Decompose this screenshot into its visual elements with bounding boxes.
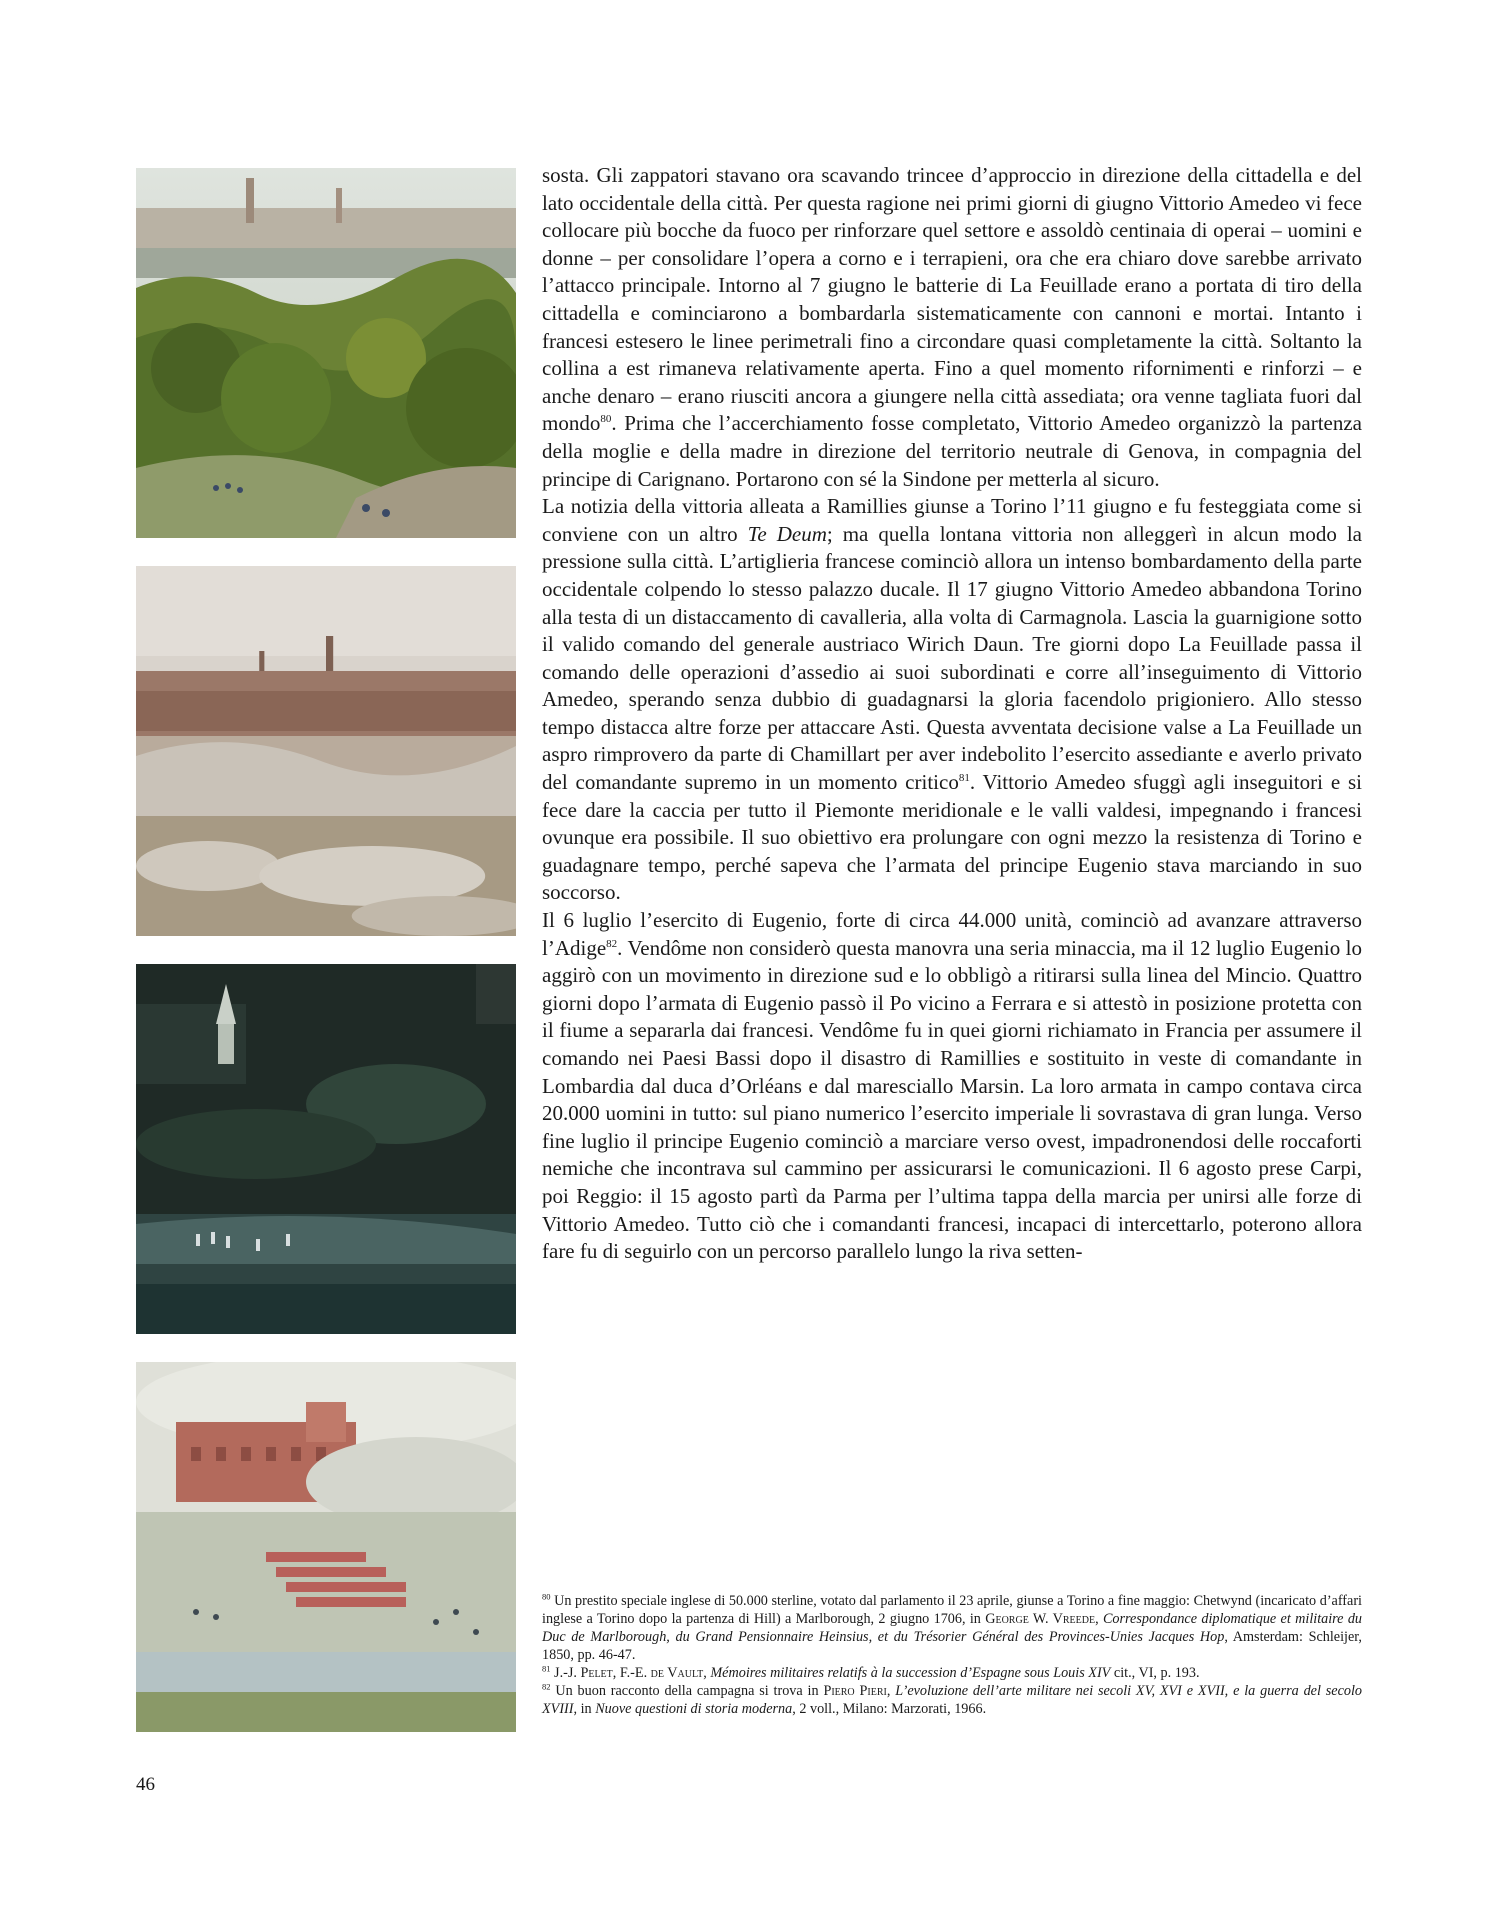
footnote-text: Un buon racconto della campagna si trova in	[550, 1683, 824, 1699]
footnote-number: 80	[542, 1591, 551, 1602]
footnote-title: Mémoires militaires relatifs à la succession d’Espagne sous Louis XIV	[710, 1665, 1111, 1681]
text-span: . Vittorio Amedeo sfuggì agli inseguitori e si fece dare la caccia per tutto il Piemonte meridionale e le valli valdesi, impegnando i francesi ovunque era possibile. Il suo obiettivo era prolungare con ogni mezzo la resistenza di Torino e guadagnare tempo, perché sapeva che l’armata del principe Eugenio stava marciando in suo soccorso.	[542, 770, 1362, 905]
footnote-ref-80[interactable]: 80	[600, 413, 612, 426]
footnote-ref-82[interactable]: 82	[606, 937, 618, 950]
paragraph	[542, 162, 1362, 493]
footnote-80	[542, 1592, 1362, 1664]
footnote-text: , 2 voll., Milano: Marzorati, 1966.	[792, 1701, 987, 1717]
italic-text: Te Deum	[747, 521, 827, 546]
page-number: 46	[136, 1774, 155, 1795]
footnote-number: 81	[542, 1663, 551, 1674]
footnote-series: Nuove questioni di storia moderna	[595, 1701, 793, 1717]
footnotes	[542, 1592, 1362, 1718]
footnote-text: ,	[886, 1683, 896, 1699]
footnote-text: cit., VI, p. 193.	[1110, 1665, 1200, 1681]
paragraph	[542, 493, 1362, 907]
footnote-text: , in	[573, 1701, 596, 1717]
footnote-text: , Amsterdam: Schleijer, 1850, pp. 46-47.	[542, 1629, 1362, 1663]
text-span: . Vendôme non considerò questa manovra una seria minaccia, ma il 12 luglio Eugenio lo aggirò con un movimento in direzione sud e lo obbligò a ritirarsi sulla linea del Mincio. Quattro giorni dopo l’armata di Eugenio passò il Po vicino a Ferrara e si attestò in posizione protetta con il fiume a separarla dai francesi. Vendôme fu in quei giorni richiamato in Francia per assumere il comando nei Paesi Bassi dopo il disastro di Ramillies e sostituito in veste di comandante in Lombardia dal duca d’Orléans e dal maresciallo Marsin. La loro armata in campo contava circa 20.000 uomini in tutto: sul piano numerico l’esercito imperiale li sovrastava di gran lunga. Verso fine luglio il principe Eugenio cominciò a marciare verso ovest, impadronendosi delle roccaforti nemiche che incontrava sul cammino per assicurarsi le comunicazioni. Il 6 agosto prese Carpi, poi Reggio: il 15 agosto partì da Parma per l’ultima tappa della marcia per unirsi alle forze di Vittorio Amedeo. Tutto ciò che i comandanti francesi, incapaci di intercettarlo, poterono allora fare fu di seguirlo con un percorso parallelo lungo la riva setten-	[542, 935, 1362, 1264]
painting-city-siege-smoke	[136, 566, 516, 936]
main-body-text	[542, 162, 1362, 1266]
paragraph	[542, 907, 1362, 1266]
text-span: ; ma quella lontana vittoria non alleggerì in alcun modo la pressione sulla città. L’artiglieria francese cominciò allora un intenso bombardamento della parte occidentale colpendo lo stesso palazzo ducale. Il 17 giugno Vittorio Amedeo abbandona Torino alla testa di un distaccamento di cavalleria, alla volta di Carmagnola. Lascia la guarnigione sotto il valido comando del generale austriaco Wirich Daun. Tre giorni dopo La Feuillade passa il comando delle operazioni d’assedio ai suoi subordinati e corre all’inseguimento di Vittorio Amedeo, sperando senza dubbio di guadagnarsi la gloria facendolo prigioniero. Allo stesso tempo distacca altre forze per attaccare Asti. Questa avventata decisione valse a La Feuillade un aspro rimprovero da parte di Chamillart per aver indebolito l’esercito assediante e averlo privato del comandante supremo in un momento critico	[542, 521, 1362, 795]
footnote-text: ,	[1095, 1611, 1103, 1627]
footnote-author: George W. Vreede	[985, 1611, 1096, 1627]
footnote-author: Piero Pieri	[823, 1683, 887, 1699]
footnote-number: 82	[542, 1681, 551, 1692]
footnote-82	[542, 1682, 1362, 1718]
footnote-ref-81[interactable]: 81	[958, 772, 970, 785]
painting-night-scene	[136, 964, 516, 1334]
painting-landscape-city-view	[136, 168, 516, 538]
footnote-author: J.-J. Pelet, F.-E. de Vault	[554, 1665, 704, 1681]
text-span: sosta. Gli zappatori stavano ora scavando trincee d’approccio in direzione della cittadella e del lato occidentale della città. Per questa ragione nei primi giorni di giugno Vittorio Amedeo vi fece collocare più bocche da fuoco per rinforzare quel settore e assoldò centinaia di operai – uomini e donne – per consolidare l’opera a corno e i terrapieni, ora che era chiaro dove sarebbe arrivato l’attacco principale. Intorno al 7 giugno le batterie di La Feuillade erano a portata di tiro della cittadella e cominciarono a bombardarla sistematicamente con cannoni e mortai. Intanto i francesi estesero le linee perimetrali fino a circondare quasi completamente la città. Soltanto la collina a est rimaneva relativamente aperta. Fino a quel momento rifornimenti e rinforzi – e anche denaro – erano riusciti ancora a giungere nella città assediata; ora venne tagliata fuori dal mondo	[542, 163, 1362, 436]
text-span: . Prima che l’accerchiamento fosse completato, Vittorio Amedeo organizzò la partenza della moglie e della madre in direzione del territorio neutrale di Genova, in compagnia del principe di Carignano. Portarono con sé la Sindone per metterla al sicuro.	[542, 411, 1362, 491]
footnote-title: L’evoluzione dell’arte militare nei secoli XV, XVI e XVII, e la guerra del secolo XVIII	[542, 1683, 1363, 1717]
text-span: Il 6 luglio l’esercito di Eugenio, forte di circa 44.000 unità, cominciò ad avanzare attraverso l’Adige	[542, 908, 1362, 960]
painting-battle-building	[136, 1362, 516, 1732]
footnote-text: ,	[703, 1665, 711, 1681]
footnote-text: Un prestito speciale inglese di 50.000 sterline, votato dal parlamento il 23 aprile, giunse a Torino a fine maggio: Chetwynd (incaricato d’affari inglese a Torino dopo la partenza di Hill) a Marlborough, 2 giugno 1706, in	[542, 1593, 1362, 1627]
footnote-title: Correspondance diplomatique et militaire du Duc de Marlborough, du Grand Pensionnaire Heinsius, et du Trésorier Général des Provinces-Unies Jacques Hop	[542, 1611, 1363, 1645]
footnote-81	[542, 1664, 1362, 1682]
text-span: La notizia della vittoria alleata a Ramillies giunse a Torino l’11 giugno e fu festeggiata come si conviene con un altro	[542, 494, 1362, 546]
